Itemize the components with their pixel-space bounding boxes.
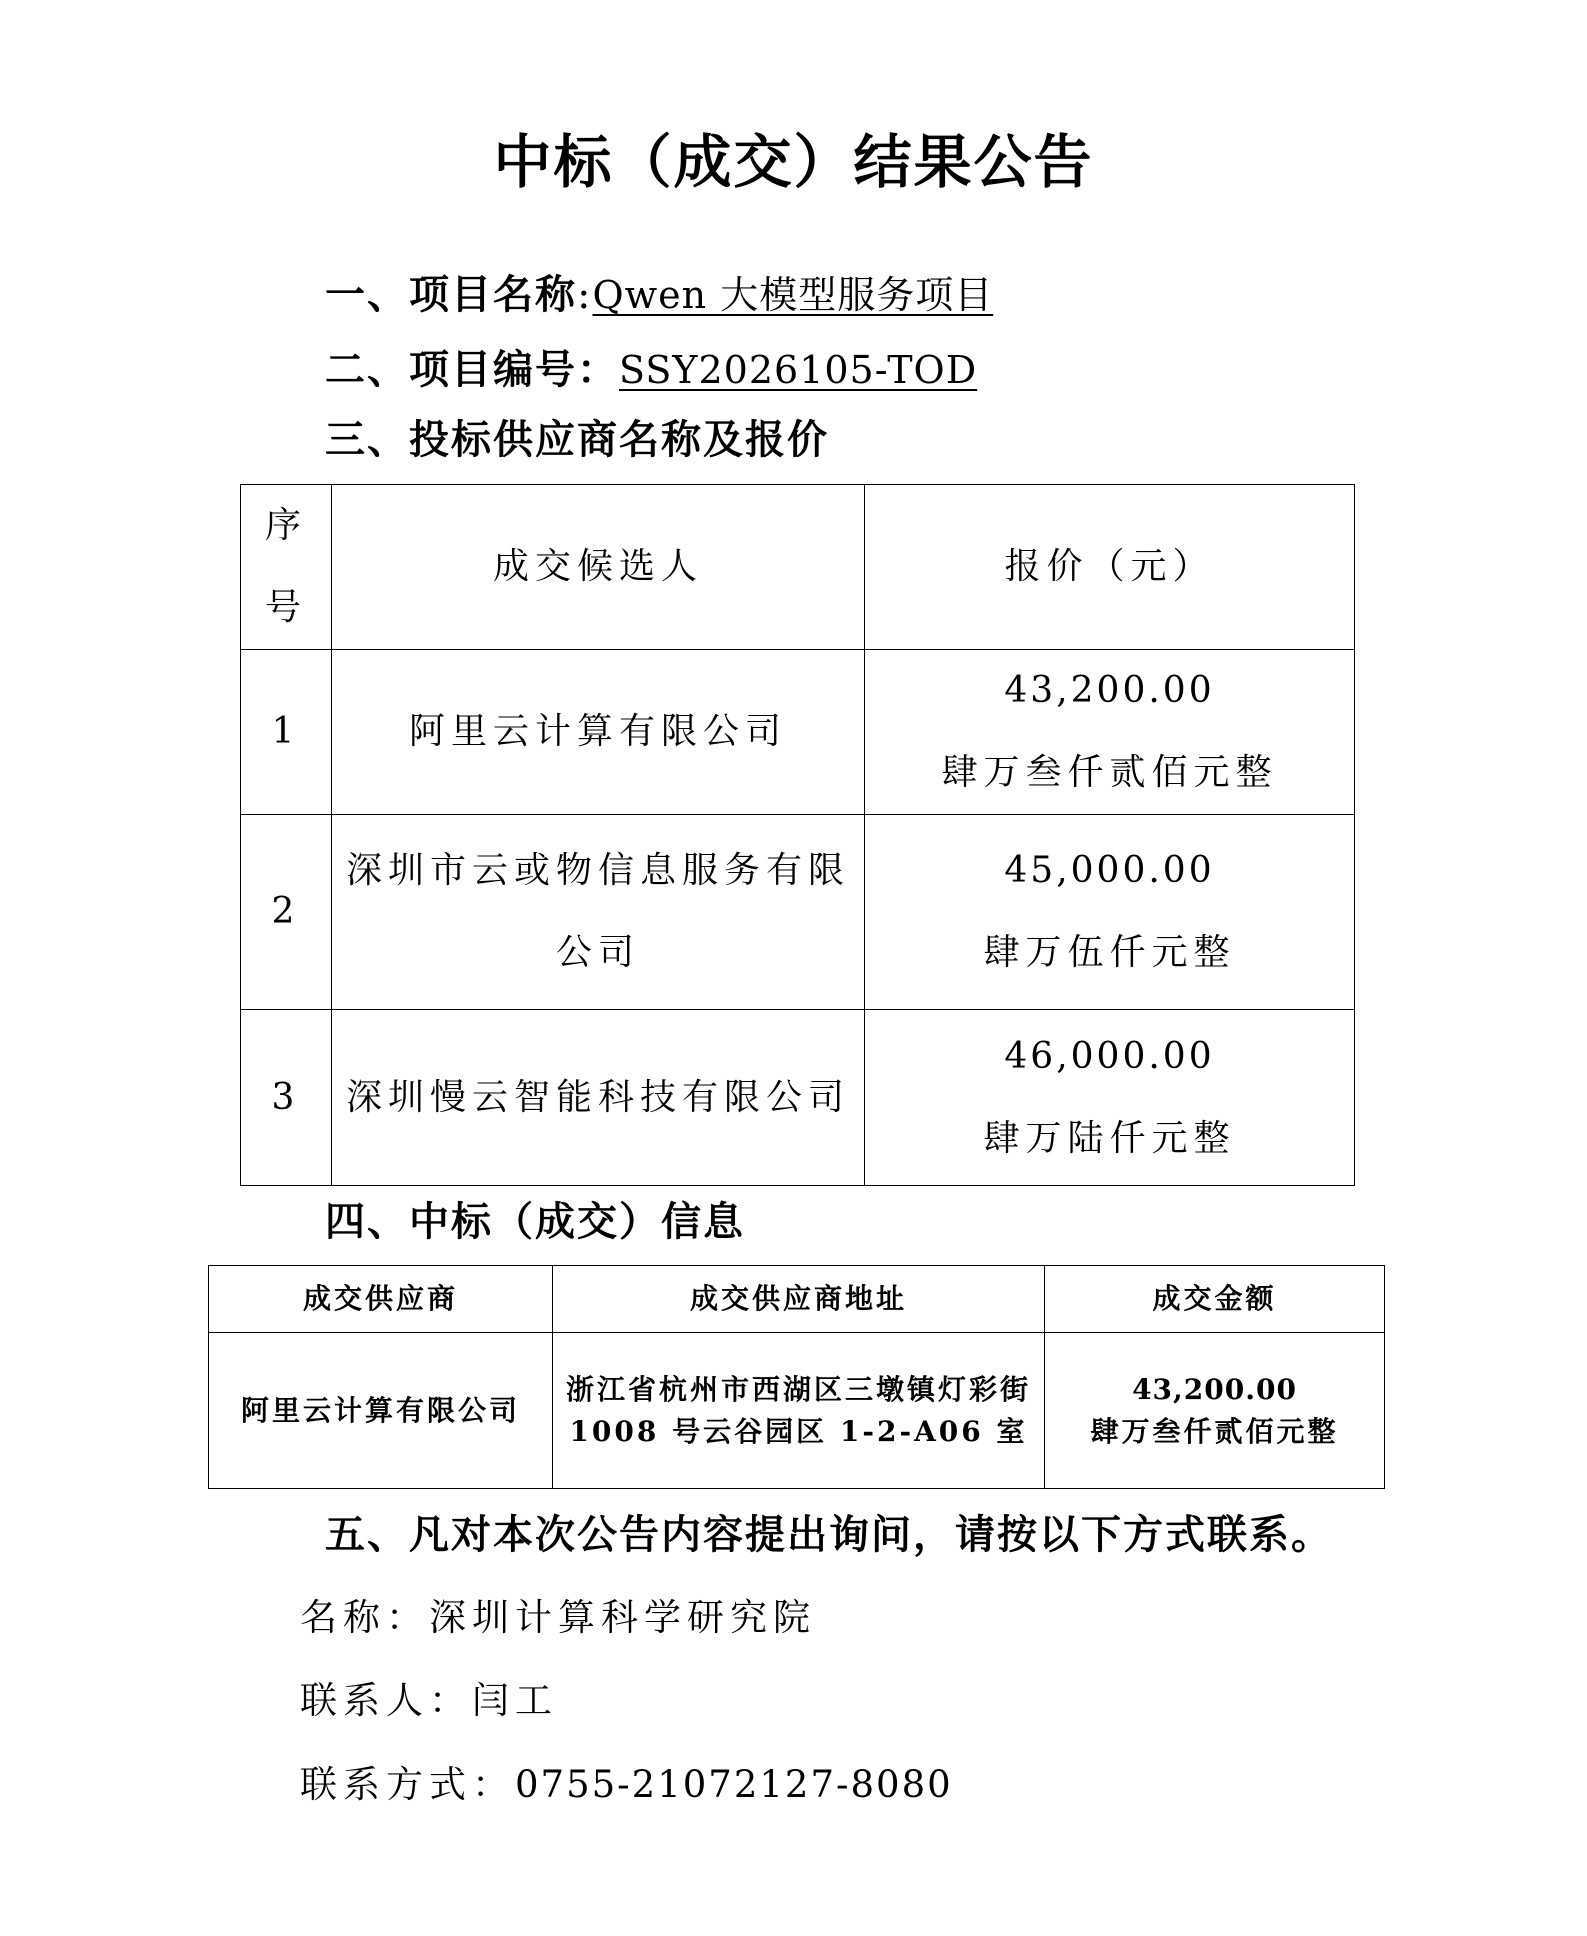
bidders-heading: 三、投标供应商名称及报价: [325, 417, 829, 463]
candidate-name: 深圳慢云智能科技有限公司: [332, 1010, 865, 1186]
column-header-supplier: 成交供应商: [209, 1266, 553, 1333]
row-index: 2: [241, 815, 332, 1010]
table-header-row: [209, 1266, 1385, 1333]
project-number-line: [325, 346, 977, 394]
column-header-price: 报价（元）: [865, 485, 1355, 650]
price-amount: 45,000.00: [1004, 850, 1215, 891]
award-amount-in-words: 肆万叁仟贰佰元整: [1090, 1414, 1339, 1448]
price-in-words: 肆万伍仟元整: [983, 932, 1236, 973]
price-amount: 43,200.00: [1004, 670, 1215, 711]
column-header-candidate: 成交候选人: [332, 485, 865, 650]
price-cell: [865, 650, 1355, 815]
amount-cell: [1045, 1333, 1385, 1489]
bidders-table: [240, 484, 1355, 1186]
contact-phone-line: [300, 1762, 953, 1808]
price-cell: [865, 815, 1355, 1010]
contact-organization-label: 名称：: [300, 1596, 429, 1639]
contact-person-line: [300, 1678, 558, 1724]
supplier-name: 阿里云计算有限公司: [209, 1333, 553, 1489]
price-amount: 46,000.00: [1004, 1035, 1215, 1077]
project-name-value: Qwen 大模型服务项目: [592, 273, 994, 317]
price-in-words: 肆万叁仟贰佰元整: [941, 752, 1278, 793]
contact-heading: 五、凡对本次公告内容提出询问，请按以下方式联系。: [325, 1512, 1333, 1558]
contact-phone-label: 联系方式：: [300, 1763, 515, 1806]
contact-person-value: 闫工: [472, 1679, 558, 1722]
table-header-row: [241, 485, 1355, 650]
price-in-words: 肆万陆仟元整: [983, 1117, 1236, 1159]
candidate-name: 阿里云计算有限公司: [332, 650, 865, 815]
project-name-line: [325, 271, 993, 319]
contact-organization-value: 深圳计算科学研究院: [429, 1596, 816, 1639]
column-header-amount: 成交金额: [1045, 1266, 1385, 1333]
project-name-label: 一、项目名称: [325, 272, 577, 318]
award-table: [208, 1265, 1385, 1489]
award-amount: 43,200.00: [1132, 1372, 1297, 1406]
project-number-label: 二、项目编号：: [325, 347, 619, 393]
column-header-index: 序号: [241, 485, 332, 650]
row-index: 1: [241, 650, 332, 815]
supplier-address: 浙江省杭州市西湖区三墩镇灯彩街 1008 号云谷园区 1-2-A06 室: [553, 1333, 1045, 1489]
contact-phone-value: 0755-21072127-8080: [515, 1763, 953, 1806]
candidate-name: 深圳市云或物信息服务有限公司: [332, 815, 865, 1010]
column-header-address: 成交供应商地址: [553, 1266, 1045, 1333]
row-index: 3: [241, 1010, 332, 1186]
project-name-separator: :: [577, 272, 593, 318]
contact-organization-line: [300, 1595, 816, 1641]
table-row: [241, 815, 1355, 1010]
table-row: [241, 650, 1355, 815]
price-cell: [865, 1010, 1355, 1186]
table-row: [209, 1333, 1385, 1489]
award-heading: 四、中标（成交）信息: [325, 1199, 745, 1245]
page-title: 中标（成交）结果公告: [493, 128, 1094, 196]
contact-person-label: 联系人：: [300, 1679, 472, 1722]
table-row: [241, 1010, 1355, 1186]
project-number-value: SSY2026105-TOD: [619, 348, 978, 392]
